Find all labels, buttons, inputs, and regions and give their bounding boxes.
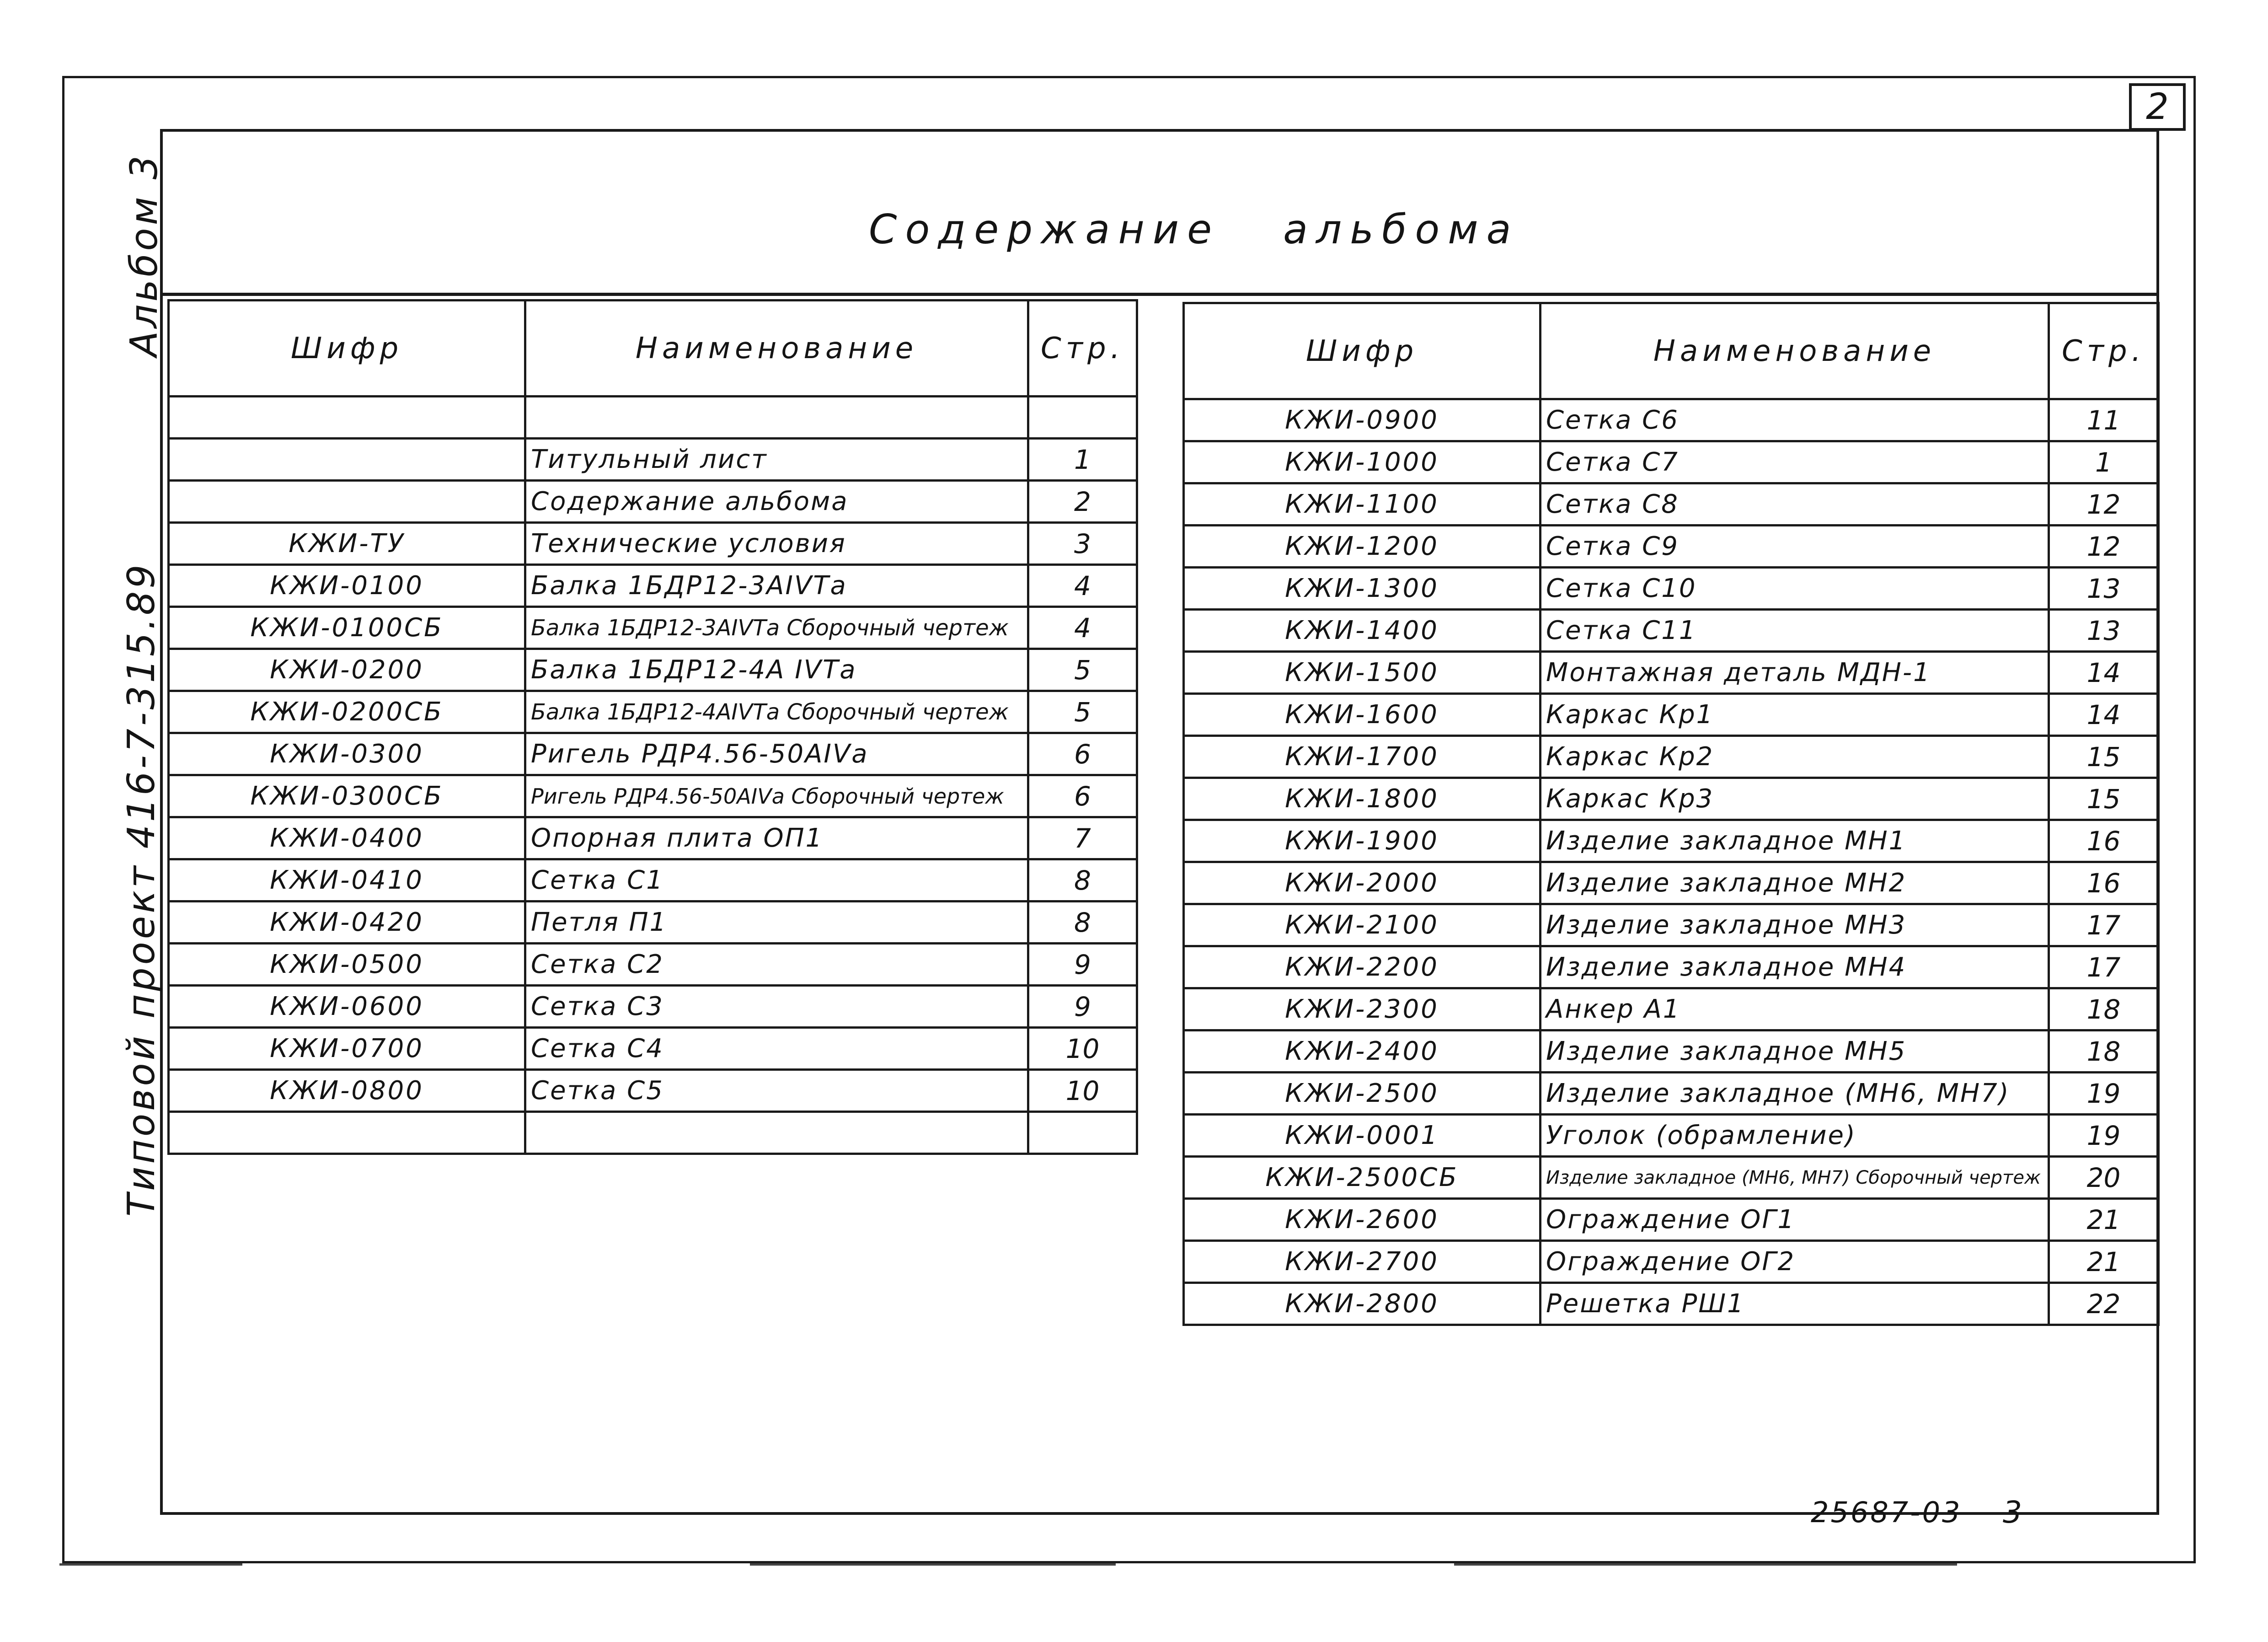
cell-page: 19 [2049, 1115, 2159, 1157]
header-code: Шифр [1184, 303, 1541, 399]
cell-name: Ограждение ОГ2 [1541, 1241, 2049, 1283]
table-row [169, 1070, 1137, 1112]
table-row [169, 397, 1137, 439]
cell-name: Изделие закладное МН3 [1541, 904, 2049, 946]
table-row [1184, 441, 2159, 483]
cell-page: 21 [2049, 1241, 2159, 1283]
table-row [169, 649, 1137, 691]
cell-name: Сетка С10 [1541, 568, 2049, 610]
table-row [1184, 946, 2159, 988]
cell-name: Сетка С8 [1541, 483, 2049, 526]
cell-name: Ригель РДР4.56-50АIVа Сборочный чертеж [525, 775, 1028, 817]
cell-name: Балка 1БДР12-4АIVТа Сборочный чертеж [525, 691, 1028, 733]
sheet-number-box [2129, 83, 2186, 131]
cell-code: КЖИ-1600 [1184, 694, 1541, 736]
cell-page: 7 [1028, 817, 1137, 859]
cell-page: 4 [1028, 607, 1137, 649]
cell-code: КЖИ-2000 [1184, 862, 1541, 904]
table-row [1184, 652, 2159, 694]
table-header-row [169, 300, 1137, 397]
table-row [1184, 483, 2159, 526]
cell-code: КЖИ-1400 [1184, 610, 1541, 652]
cell-name: Анкер А1 [1541, 988, 2049, 1030]
side-label-project: Типовой проект 416-7-315.89 [120, 562, 163, 1217]
cell-name: Содержание альбома [525, 481, 1028, 523]
table-row [1184, 1283, 2159, 1325]
cell-name: Сетка С1 [525, 859, 1028, 901]
cell-code: КЖИ-0001 [1184, 1115, 1541, 1157]
table-row [169, 1112, 1137, 1154]
table-row [1184, 820, 2159, 862]
cell-page: 19 [2049, 1073, 2159, 1115]
cell-code: КЖИ-2800 [1184, 1283, 1541, 1325]
cell-code: КЖИ-2400 [1184, 1030, 1541, 1073]
cell-page: 20 [2049, 1157, 2159, 1199]
cell-code: КЖИ-0600 [169, 986, 525, 1028]
table-row [169, 523, 1137, 565]
cell-name: Сетка С4 [525, 1028, 1028, 1070]
cell-code: КЖИ-0300 [169, 733, 525, 775]
header-name: Наименование [1541, 303, 2049, 399]
table-row [169, 901, 1137, 944]
cell-code: КЖИ-2600 [1184, 1199, 1541, 1241]
table-row [169, 481, 1137, 523]
cell-code: КЖИ-0500 [169, 944, 525, 986]
cell-name: Изделие закладное (МН6, МН7) [1541, 1073, 2049, 1115]
cell-name: Изделие закладное МН5 [1541, 1030, 2049, 1073]
table-row [1184, 1073, 2159, 1115]
cell-name: Балка 1БДР12-3АIVТа Сборочный чертеж [525, 607, 1028, 649]
table-row [1184, 988, 2159, 1030]
title-divider [163, 293, 2156, 296]
cell-page: 13 [2049, 568, 2159, 610]
cell-name: Сетка С5 [525, 1070, 1028, 1112]
side-label-album: Альбом 3 [123, 153, 166, 357]
cell-name: Ригель РДР4.56-50АIVа [525, 733, 1028, 775]
cell-code: КЖИ-0300СБ [169, 775, 525, 817]
cell-page: 22 [2049, 1283, 2159, 1325]
table-row [1184, 1115, 2159, 1157]
table-row [1184, 399, 2159, 441]
table-row [1184, 736, 2159, 778]
cell-name [525, 397, 1028, 439]
cell-page [1028, 397, 1137, 439]
cell-code: КЖИ-1800 [1184, 778, 1541, 820]
cell-code: КЖИ-2500СБ [1184, 1157, 1541, 1199]
cell-page: 6 [1028, 775, 1137, 817]
cell-name: Изделие закладное МН1 [1541, 820, 2049, 862]
table-row [169, 775, 1137, 817]
cell-code: КЖИ-2500 [1184, 1073, 1541, 1115]
cell-page: 15 [2049, 778, 2159, 820]
table-row [169, 986, 1137, 1028]
table-row [1184, 610, 2159, 652]
cell-code: КЖИ-0400 [169, 817, 525, 859]
cell-code: КЖИ-1000 [1184, 441, 1541, 483]
table-row [169, 565, 1137, 607]
document-code: 25687-03 [1811, 1496, 1962, 1529]
cell-name: Сетка С11 [1541, 610, 2049, 652]
cell-page: 17 [2049, 904, 2159, 946]
scan-edge-line [1454, 1563, 1957, 1566]
cell-page: 3 [1028, 523, 1137, 565]
table-row [1184, 862, 2159, 904]
table-row [1184, 526, 2159, 568]
cell-page [1028, 1112, 1137, 1154]
cell-page: 11 [2049, 399, 2159, 441]
cell-code: КЖИ-0100 [169, 565, 525, 607]
cell-page: 9 [1028, 944, 1137, 986]
cell-name: Монтажная деталь МДН-1 [1541, 652, 2049, 694]
cell-code: КЖИ-0200СБ [169, 691, 525, 733]
scan-edge-line [59, 1563, 242, 1566]
cell-page: 5 [1028, 649, 1137, 691]
cell-code: КЖИ-2300 [1184, 988, 1541, 1030]
cell-name: Технические условия [525, 523, 1028, 565]
table-row [1184, 1030, 2159, 1073]
cell-page: 1 [1028, 439, 1137, 481]
contents-table-left [167, 299, 1138, 1155]
table-header-row [1184, 303, 2159, 399]
cell-name: Изделие закладное МН2 [1541, 862, 2049, 904]
cell-code: КЖИ-0420 [169, 901, 525, 944]
cell-name [525, 1112, 1028, 1154]
cell-name: Сетка С7 [1541, 441, 2049, 483]
cell-code: КЖИ-2700 [1184, 1241, 1541, 1283]
cell-code: КЖИ-1500 [1184, 652, 1541, 694]
table-row [1184, 778, 2159, 820]
table-row [1184, 904, 2159, 946]
cell-name: Каркас Кр1 [1541, 694, 2049, 736]
cell-name: Опорная плита ОП1 [525, 817, 1028, 859]
cell-name: Изделие закладное МН4 [1541, 946, 2049, 988]
cell-page: 10 [1028, 1028, 1137, 1070]
cell-name: Изделие закладное (МН6, МН7) Сборочный чертеж [1541, 1157, 2049, 1199]
cell-page: 13 [2049, 610, 2159, 652]
page-title: Содержание альбома [869, 206, 1519, 253]
header-name: Наименование [525, 300, 1028, 397]
cell-page: 6 [1028, 733, 1137, 775]
header-page: Стр. [1028, 300, 1137, 397]
cell-name: Решетка РШ1 [1541, 1283, 2049, 1325]
cell-name: Сетка С9 [1541, 526, 2049, 568]
cell-name: Каркас Кр3 [1541, 778, 2049, 820]
table-row [169, 691, 1137, 733]
cell-page: 5 [1028, 691, 1137, 733]
table-row [1184, 694, 2159, 736]
cell-code: КЖИ-1100 [1184, 483, 1541, 526]
table-row [169, 1028, 1137, 1070]
table-row [169, 817, 1137, 859]
cell-page: 4 [1028, 565, 1137, 607]
cell-page: 21 [2049, 1199, 2159, 1241]
cell-code: КЖИ-2200 [1184, 946, 1541, 988]
cell-page: 1 [2049, 441, 2159, 483]
cell-code: КЖИ-1200 [1184, 526, 1541, 568]
header-code: Шифр [169, 300, 525, 397]
sheet-number: 2 [2146, 86, 2169, 128]
cell-page: 12 [2049, 526, 2159, 568]
cell-name: Сетка С2 [525, 944, 1028, 986]
cell-page: 8 [1028, 859, 1137, 901]
scan-edge-line [750, 1563, 1116, 1566]
cell-page: 16 [2049, 862, 2159, 904]
cell-name: Балка 1БДР12-4А IVТа [525, 649, 1028, 691]
cell-code [169, 397, 525, 439]
cell-page: 10 [1028, 1070, 1137, 1112]
cell-code: КЖИ-0900 [1184, 399, 1541, 441]
table-row [1184, 1157, 2159, 1199]
document-page-number: 3 [2003, 1495, 2022, 1530]
cell-code [169, 481, 525, 523]
cell-code [169, 1112, 525, 1154]
table-row [169, 733, 1137, 775]
cell-code: КЖИ-0800 [169, 1070, 525, 1112]
cell-code: КЖИ-0700 [169, 1028, 525, 1070]
cell-code: КЖИ-1300 [1184, 568, 1541, 610]
cell-code: КЖИ-0100СБ [169, 607, 525, 649]
table-row [1184, 568, 2159, 610]
cell-name: Титульный лист [525, 439, 1028, 481]
cell-page: 9 [1028, 986, 1137, 1028]
cell-code: КЖИ-0200 [169, 649, 525, 691]
cell-name: Ограждение ОГ1 [1541, 1199, 2049, 1241]
cell-code [169, 439, 525, 481]
cell-page: 14 [2049, 694, 2159, 736]
cell-page: 2 [1028, 481, 1137, 523]
cell-name: Петля П1 [525, 901, 1028, 944]
cell-name: Сетка С6 [1541, 399, 2049, 441]
table-row [169, 439, 1137, 481]
table-row [1184, 1241, 2159, 1283]
cell-page: 8 [1028, 901, 1137, 944]
cell-page: 18 [2049, 1030, 2159, 1073]
table-row [169, 859, 1137, 901]
cell-page: 16 [2049, 820, 2159, 862]
cell-code: КЖИ-1900 [1184, 820, 1541, 862]
cell-name: Уголок (обрамление) [1541, 1115, 2049, 1157]
cell-code: КЖИ-1700 [1184, 736, 1541, 778]
cell-code: КЖИ-2100 [1184, 904, 1541, 946]
cell-page: 15 [2049, 736, 2159, 778]
cell-name: Балка 1БДР12-3АIVТа [525, 565, 1028, 607]
cell-page: 17 [2049, 946, 2159, 988]
header-page: Стр. [2049, 303, 2159, 399]
table-row [169, 944, 1137, 986]
cell-code: КЖИ-ТУ [169, 523, 525, 565]
cell-name: Каркас Кр2 [1541, 736, 2049, 778]
cell-name: Сетка С3 [525, 986, 1028, 1028]
cell-code: КЖИ-0410 [169, 859, 525, 901]
cell-page: 18 [2049, 988, 2159, 1030]
table-row [169, 607, 1137, 649]
cell-page: 14 [2049, 652, 2159, 694]
contents-table-right [1182, 302, 2160, 1326]
table-row [1184, 1199, 2159, 1241]
cell-page: 12 [2049, 483, 2159, 526]
